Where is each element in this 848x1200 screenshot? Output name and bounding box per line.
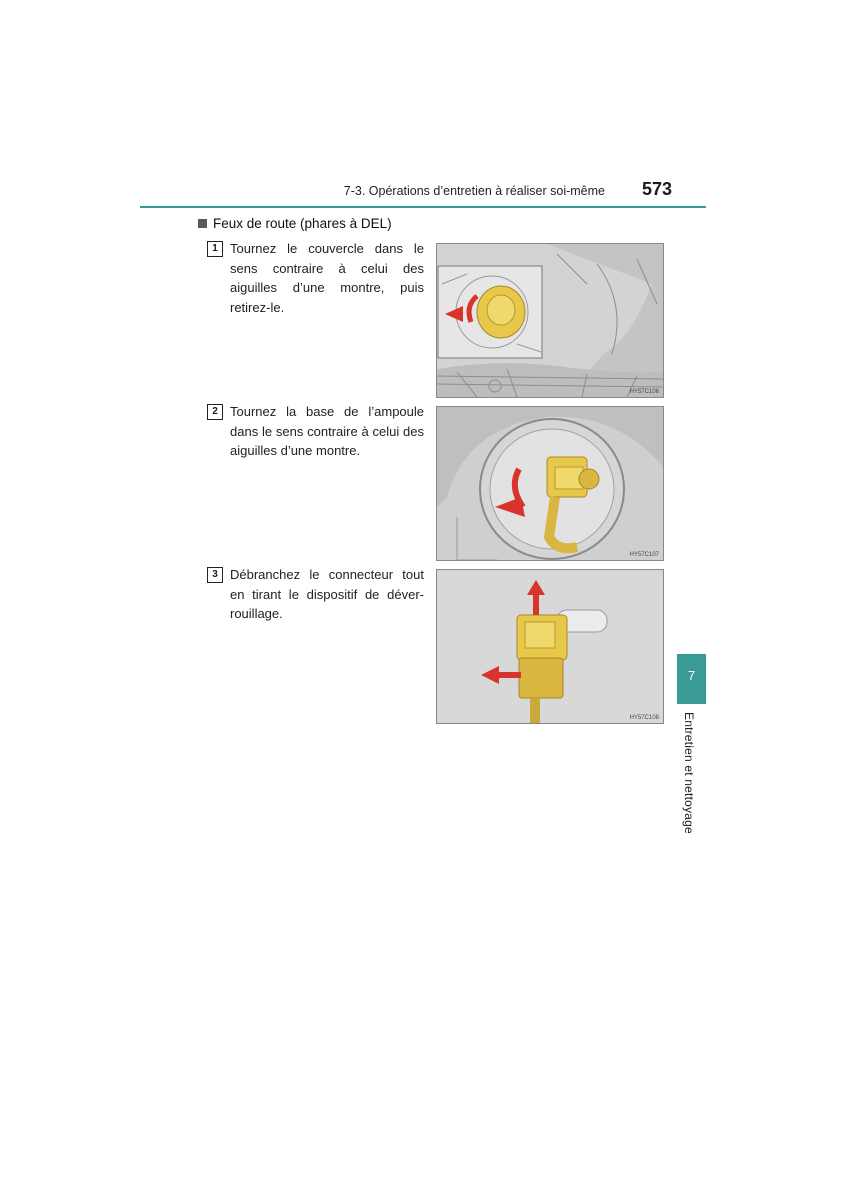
step-1-figure-code: HY57C106 (629, 389, 659, 395)
step-3-text: Débranchez le connecteur tout en tirant le dispositif de déver-rouillage. (230, 567, 424, 621)
section-heading (198, 216, 392, 231)
step-3-figure (436, 569, 664, 724)
square-bullet-icon (198, 219, 207, 228)
headlamp-bulb-illustration (437, 407, 663, 560)
step-1-text: Tournez le couvercle dans le sens contraire à celui des aiguilles d’une montre, puis retirez-le. (230, 241, 424, 315)
engine-bay-illustration (437, 244, 663, 397)
step-2-text: Tournez la base de l’ampoule dans le sens contraire à celui des aiguilles d’une montre. (230, 404, 424, 458)
step-2-figure (436, 406, 664, 561)
step-1-figure (436, 243, 664, 398)
step-3-number: 3 (207, 567, 223, 583)
connector-illustration (437, 570, 663, 723)
chapter-tab[interactable]: 7 (677, 654, 706, 704)
header-section-title: 7-3. Opérations d’entretien à réaliser soi-même (343, 184, 605, 198)
header-rule (140, 206, 706, 208)
page-number: 573 (641, 179, 672, 199)
step-2-figure-code: HY57C107 (629, 552, 659, 558)
step-3-figure-code: HY57C108 (629, 715, 659, 721)
chapter-label: Entretien et nettoyage (682, 712, 696, 834)
step-1-number: 1 (207, 241, 223, 257)
step-2-number: 2 (207, 404, 223, 420)
section-heading-text: Feux de route (phares à DEL) (213, 216, 392, 231)
